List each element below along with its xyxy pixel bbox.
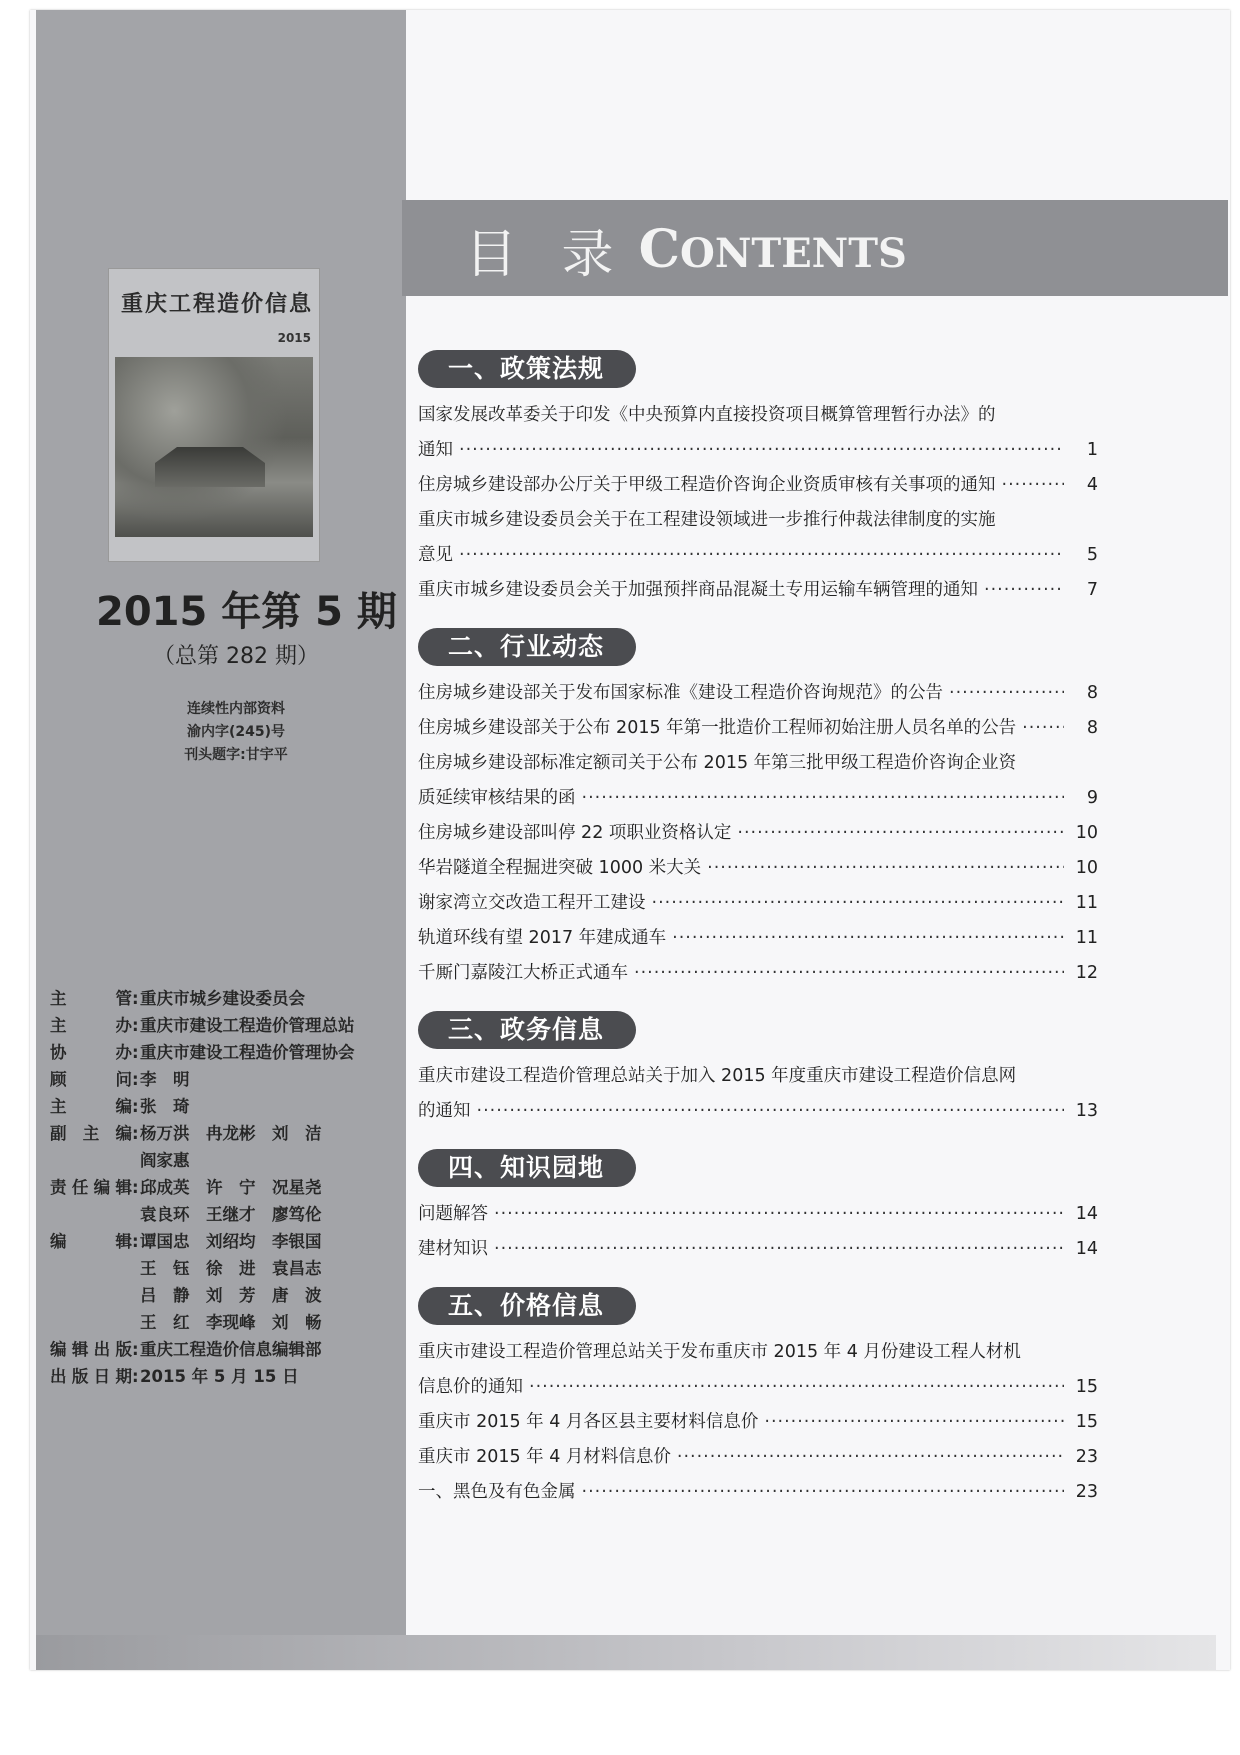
internal-line: 刊头题字:甘宇平: [184, 747, 288, 763]
leader-dots: [529, 1370, 1064, 1405]
masthead-colon: :: [132, 1070, 139, 1089]
masthead-value: 重庆市城乡建设委员会: [140, 989, 305, 1008]
toc-item-title: 谢家湾立交改造工程开工建设: [418, 893, 646, 913]
toc-item-page: 23: [1075, 1447, 1098, 1467]
toc-item-lead: 住房城乡建设部标准定额司关于公布 2015 年第三批甲级工程造价咨询企业资: [418, 753, 1017, 773]
toc-item-line: [418, 886, 1098, 921]
toc-item-title: 住房城乡建设部办公厅关于甲级工程造价咨询企业资质审核有关事项的通知: [418, 475, 996, 495]
toc-section: [418, 1287, 1098, 1510]
toc-item-page: 10: [1075, 858, 1098, 878]
masthead-value: 张 琦: [140, 1097, 190, 1116]
toc-item-title: 通知: [418, 440, 453, 460]
toc-item-title: 问题解答: [418, 1204, 488, 1224]
cover-year: 2015: [277, 331, 311, 345]
masthead-colon: :: [132, 1043, 139, 1062]
toc-item[interactable]: [418, 886, 1098, 921]
masthead-value: 谭国忠 刘绍均 李银国: [140, 1232, 322, 1251]
toc-item-list: [418, 1059, 1098, 1129]
contents-title-en: CONTENTS: [638, 219, 907, 280]
toc-section: [418, 1011, 1098, 1129]
leader-dots: [707, 851, 1064, 886]
masthead-label: 顾问: [50, 1070, 132, 1089]
toc-item-page: 11: [1075, 928, 1098, 948]
toc-item[interactable]: [418, 1405, 1098, 1440]
toc-item-line: [418, 1440, 1098, 1475]
toc-item-title: 轨道环线有望 2017 年建成通车: [418, 928, 667, 948]
masthead-continuation: 王 红 李现峰 刘 畅: [140, 1313, 322, 1332]
masthead-continuation: 阎家惠: [140, 1151, 190, 1170]
toc-item-line: [418, 573, 1098, 608]
issue-total: （总第 282 期）: [153, 644, 319, 669]
toc-item[interactable]: [418, 851, 1098, 886]
toc-item-title: 质延续审核结果的函: [418, 788, 576, 808]
issue-number: 2015 年第 5 期: [96, 589, 397, 635]
toc-item-page: 15: [1075, 1377, 1098, 1397]
toc-item-page: 14: [1075, 1239, 1098, 1259]
masthead-label: 主办: [50, 1016, 132, 1035]
toc-item[interactable]: [418, 921, 1098, 956]
toc-item[interactable]: [418, 1335, 1098, 1405]
toc-item-line: [418, 1370, 1098, 1405]
toc-item-line: [418, 816, 1098, 851]
masthead-label: 编辑: [50, 1232, 132, 1251]
toc-item-page: 4: [1086, 475, 1098, 495]
toc-item[interactable]: [418, 468, 1098, 503]
toc-item-title: 住房城乡建设部叫停 22 项职业资格认定: [418, 823, 732, 843]
leader-dots: [1002, 468, 1065, 503]
toc-item-line: [418, 1094, 1098, 1129]
masthead-label: 协办: [50, 1043, 132, 1062]
section-heading: 一、政策法规: [418, 350, 636, 388]
section-heading: 二、行业动态: [418, 628, 636, 666]
toc-item[interactable]: [418, 816, 1098, 851]
masthead-value: 重庆市建设工程造价管理协会: [140, 1043, 355, 1062]
masthead-colon: :: [132, 989, 139, 1008]
masthead-value: 重庆市建设工程造价管理总站: [140, 1016, 355, 1035]
section-heading: 四、知识园地: [418, 1149, 636, 1187]
toc-item-line: [418, 1197, 1098, 1232]
toc-item[interactable]: [418, 1475, 1098, 1510]
toc-item-page: 13: [1075, 1101, 1098, 1121]
toc-item-page: 11: [1075, 893, 1098, 913]
left-sidebar: [36, 10, 406, 1670]
toc-item-title: 的通知: [418, 1101, 471, 1121]
toc-item-page: 5: [1086, 545, 1098, 565]
masthead-value: 2015 年 5 月 15 日: [140, 1367, 299, 1386]
leader-dots: [582, 781, 1065, 816]
toc-item-page: 8: [1086, 718, 1098, 738]
toc-item-list: [418, 1335, 1098, 1510]
toc-item-line: [418, 433, 1098, 468]
toc-item-lead: 国家发展改革委关于印发《中央预算内直接投资项目概算管理暂行办法》的: [418, 405, 996, 425]
masthead-continuation: 吕 静 刘 芳 唐 波: [140, 1286, 322, 1305]
toc-item-page: 8: [1086, 683, 1098, 703]
masthead: [50, 985, 395, 1390]
masthead-row: [50, 985, 395, 1012]
internal-info: [96, 698, 376, 767]
masthead-row: [50, 1336, 395, 1363]
toc-item-title: 华岩隧道全程掘进突破 1000 米大关: [418, 858, 702, 878]
toc-item-page: 15: [1075, 1412, 1098, 1432]
masthead-continuation: 王 钰 徐 进 袁昌志: [140, 1259, 322, 1278]
leader-dots: [634, 956, 1064, 991]
toc-item-title: 重庆市 2015 年 4 月各区县主要材料信息价: [418, 1412, 759, 1432]
toc-item[interactable]: [418, 711, 1098, 746]
leader-dots: [984, 573, 1064, 608]
toc-item[interactable]: [418, 746, 1098, 816]
leader-dots: [737, 816, 1064, 851]
leader-dots: [949, 676, 1064, 711]
masthead-row: [50, 1228, 395, 1255]
toc-item-lead: 重庆市城乡建设委员会关于在工程建设领域进一步推行仲裁法律制度的实施: [418, 510, 996, 530]
leader-dots: [582, 1475, 1065, 1510]
masthead-label: 主编: [50, 1097, 132, 1116]
toc-item-list: [418, 676, 1098, 991]
cover-house-shape: [155, 447, 265, 487]
toc-section: [418, 350, 1098, 608]
toc-item-page: 7: [1086, 580, 1098, 600]
toc-item-page: 1: [1086, 440, 1098, 460]
cover-thumbnail: [108, 268, 320, 562]
masthead-colon: :: [132, 1178, 139, 1197]
toc-item-line: [418, 1232, 1098, 1267]
masthead-colon: :: [132, 1124, 139, 1143]
toc-item[interactable]: [418, 1232, 1098, 1267]
masthead-value: 李 明: [140, 1070, 190, 1089]
contents-title: [465, 212, 907, 287]
masthead-colon: :: [132, 1367, 139, 1386]
masthead-row: [50, 1363, 395, 1390]
leader-dots: [494, 1232, 1064, 1267]
toc-item[interactable]: [418, 1059, 1098, 1129]
toc-item-title: 住房城乡建设部关于公布 2015 年第一批造价工程师初始注册人员名单的公告: [418, 718, 1017, 738]
toc-item-title: 住房城乡建设部关于发布国家标准《建设工程造价咨询规范》的公告: [418, 683, 943, 703]
toc-item-page: 9: [1086, 788, 1098, 808]
toc-item-title: 意见: [418, 545, 453, 565]
leader-dots: [459, 538, 1064, 573]
contents-title-cn: 目 录: [465, 225, 628, 285]
toc-section: [418, 628, 1098, 991]
toc-item-list: [418, 1197, 1098, 1267]
section-heading: 五、价格信息: [418, 1287, 636, 1325]
leader-dots: [652, 886, 1065, 921]
masthead-label: 主管: [50, 989, 132, 1008]
toc-item-line: [418, 921, 1098, 956]
internal-line: 渝内字(245)号: [186, 724, 286, 740]
leader-dots: [677, 1440, 1064, 1475]
toc-item-line: [418, 538, 1098, 573]
toc-item-lead: 重庆市建设工程造价管理总站关于发布重庆市 2015 年 4 月份建设工程人材机: [418, 1342, 1021, 1362]
toc-item-line: [418, 1405, 1098, 1440]
masthead-value: 邱成英 许 宁 况星尧: [140, 1178, 322, 1197]
internal-line: 连续性内部资料: [187, 701, 285, 717]
toc-item-line: [418, 781, 1098, 816]
toc-item-line: [418, 851, 1098, 886]
leader-dots: [494, 1197, 1064, 1232]
masthead-value: 杨万洪 冉龙彬 刘 洁: [140, 1124, 322, 1143]
issue-block: [96, 580, 397, 670]
toc-item-page: 10: [1075, 823, 1098, 843]
masthead-label: 出版日期: [50, 1367, 132, 1386]
leader-dots: [459, 433, 1064, 468]
toc-item-line: [418, 711, 1098, 746]
toc-item[interactable]: [418, 503, 1098, 573]
toc-item[interactable]: [418, 1197, 1098, 1232]
masthead-colon: :: [132, 1016, 139, 1035]
bottom-band: [36, 1635, 1216, 1670]
toc-item-page: 12: [1075, 963, 1098, 983]
toc-item-page: 23: [1075, 1482, 1098, 1502]
toc-item[interactable]: [418, 573, 1098, 608]
masthead-row: [50, 1012, 395, 1039]
masthead-row: [50, 1093, 395, 1120]
toc-item[interactable]: [418, 956, 1098, 991]
masthead-label: 副主编: [50, 1124, 132, 1143]
toc-item-title: 千厮门嘉陵江大桥正式通车: [418, 963, 628, 983]
toc-item-list: [418, 398, 1098, 608]
masthead-label: 责任编辑: [50, 1178, 132, 1197]
toc-item-title: 重庆市城乡建设委员会关于加强预拌商品混凝土专用运输车辆管理的通知: [418, 580, 978, 600]
toc-item-line: [418, 676, 1098, 711]
masthead-colon: :: [132, 1340, 139, 1359]
cover-photo: [115, 357, 313, 537]
masthead-continuation: 袁良环 王继才 廖笃伦: [140, 1205, 322, 1224]
toc-item-line: [418, 1475, 1098, 1510]
cover-title: 重庆工程造价信息: [121, 291, 314, 317]
toc-item[interactable]: [418, 398, 1098, 468]
toc-item[interactable]: [418, 676, 1098, 711]
toc-item-title: 建材知识: [418, 1239, 488, 1259]
toc-item-line: [418, 956, 1098, 991]
table-of-contents: [418, 350, 1098, 1510]
leader-dots: [764, 1405, 1064, 1440]
masthead-value: 重庆工程造价信息编辑部: [140, 1340, 322, 1359]
toc-item-title: 重庆市 2015 年 4 月材料信息价: [418, 1447, 671, 1467]
toc-item-title: 信息价的通知: [418, 1377, 523, 1397]
toc-item-line: [418, 468, 1098, 503]
toc-item-lead: 重庆市建设工程造价管理总站关于加入 2015 年度重庆市建设工程造价信息网: [418, 1066, 1017, 1086]
leader-dots: [1022, 711, 1064, 746]
masthead-row: [50, 1120, 395, 1147]
masthead-label: 编辑出版: [50, 1340, 132, 1359]
toc-item[interactable]: [418, 1440, 1098, 1475]
toc-section: [418, 1149, 1098, 1267]
leader-dots: [672, 921, 1064, 956]
masthead-row: [50, 1039, 395, 1066]
toc-item-title: 一、黑色及有色金属: [418, 1482, 576, 1502]
section-heading: 三、政务信息: [418, 1011, 636, 1049]
masthead-row: [50, 1174, 395, 1201]
leader-dots: [477, 1094, 1065, 1129]
masthead-colon: :: [132, 1232, 139, 1251]
masthead-row: [50, 1066, 395, 1093]
toc-item-page: 14: [1075, 1204, 1098, 1224]
masthead-colon: :: [132, 1097, 139, 1116]
